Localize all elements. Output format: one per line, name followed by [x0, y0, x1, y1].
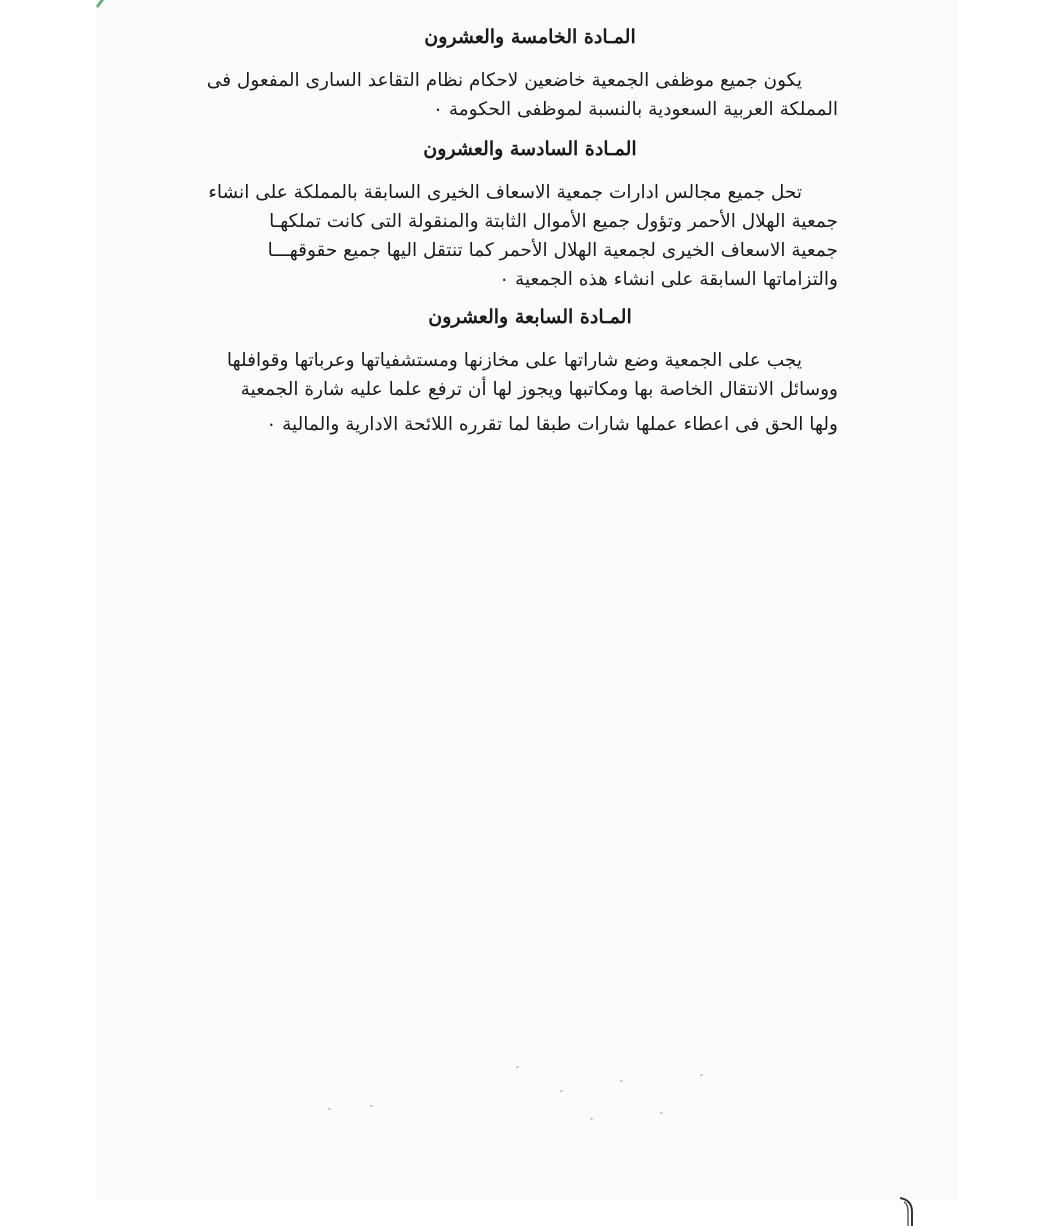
article-26-heading: المـادة السادسة والعشرون: [423, 138, 637, 160]
article-27-heading: المـادة السابعة والعشرون: [428, 306, 632, 328]
article-27-line-2: ووسائل الانتقال الخاصة بها ومكاتبها ويجوز لها أن ترفع علما عليه شارة الجمعية: [240, 379, 838, 400]
article-25-line-1: يكون جميع موظفى الجمعية خاضعين لاحكام نظام التقاعد السارى المفعول فى: [206, 70, 802, 91]
article-26-text: [208, 178, 838, 294]
article-26-line-3: جمعية الاسعاف الخيرى لجمعية الهلال الأحمر كما تنتقل اليها جميع حقوقهـــا: [267, 240, 838, 261]
article-27-line-1: يجب على الجمعية وضع شاراتها على مخازنها ومستشفياتها وعرباتها وقوافلها: [226, 350, 802, 371]
page-corner-bracket-icon: [898, 1196, 916, 1226]
article-25-text: [206, 66, 838, 124]
article-25-line-2: المملكة العربية السعودية بالنسبة لموظفى الحكومة ٠: [433, 99, 838, 120]
article-27-text: [222, 346, 838, 439]
green-corner-mark-icon: [94, 0, 110, 10]
article-25-heading: المـادة الخامسة والعشرون: [424, 26, 636, 48]
article-26-line-2: جمعية الهلال الأحمر وتؤول جميع الأموال الثابتة والمنقولة التى كانت تملكهـا: [269, 211, 838, 232]
article-27-line-3: ولها الحق فى اعطاء عملها شارات طبقا لما تقرره اللائحة الادارية والمالية ٠: [266, 414, 838, 435]
article-26-line-4: والتزاماتها السابقة على انشاء هذه الجمعية ٠: [499, 269, 838, 290]
document-body: [206, 20, 838, 439]
article-26-line-1: تحل جميع مجالس ادارات جمعية الاسعاف الخيرى السابقة بالمملكة على انشاء: [208, 182, 802, 203]
